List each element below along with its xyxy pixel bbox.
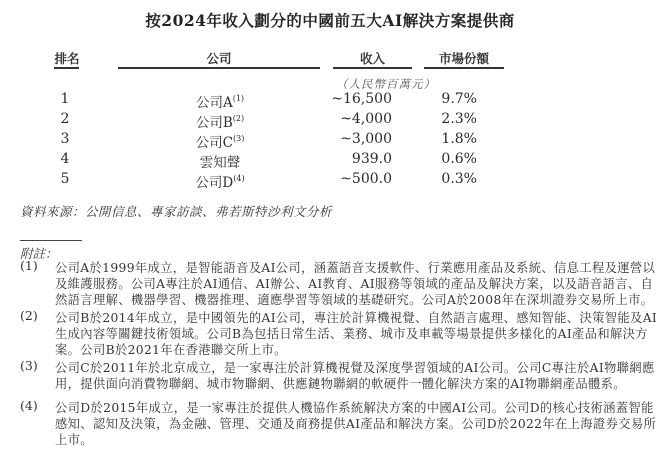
share-cell: 2.3% (441, 111, 477, 127)
header-rank: 排名 (54, 51, 80, 66)
note-text-line: 及維護服務。公司A專注於AI通信、AI辦公、AI教育、AI服務等領域的產品及解決方案，以及語音語言、自 (55, 277, 654, 291)
note-text-line: 公司C於2011年於北京成立，是一家專注於計算機視覺及深度學習領域的AI公司。公司C專注於AI物聯網應 (55, 361, 655, 375)
rank-cell: 2 (60, 111, 70, 127)
header-revenue: 收入 (359, 51, 385, 66)
header-market-share-underline (424, 67, 504, 69)
header-revenue-underline (333, 67, 412, 69)
note-text-line: 公司D於2015年成立，是一家專注於提供人機協作系統解決方案的中國AI公司。公司D的核心技術涵蓋智能 (55, 401, 654, 415)
footnote-ref: (2) (232, 114, 245, 123)
company-cell (150, 151, 290, 171)
revenue-cell: 939.0 (351, 151, 392, 167)
header-company: 公司 (206, 51, 232, 66)
note-number: (2) (20, 308, 38, 323)
note-text-line: 生成內容等關鍵技術領域。公司B為包括日常生活、業務、城市及車載等場景提供多樣化的AI產品和解決方 (55, 327, 648, 341)
revenue-unit: （人民幣百萬元） (336, 77, 436, 91)
note-text-line: 感知、認知及決策，為金融、管理、交通及商務提供AI產品和解決方案。公司D於2022年在上海證券交易所 (55, 417, 657, 431)
rank-cell: 4 (60, 151, 70, 167)
page-title: 按2024年收入劃分的中國前五大AI解決方案提供商 (145, 11, 515, 30)
note-text-line: 案。公司B於2021年在香港聯交所上市。 (55, 343, 287, 357)
revenue-cell: ~16,500 (331, 91, 392, 107)
note-text-line: 公司A於1999年成立，是智能語音及AI公司，涵蓋語音支援軟件、行業應用產品及系統、信息工程及運營以 (55, 261, 656, 275)
note-number: (4) (20, 398, 38, 413)
share-cell: 0.3% (441, 171, 477, 187)
header-company-underline (118, 67, 320, 69)
note-text-line: 公司B於2014年成立，是中國領先的AI公司，專注於計算機視覺、自然語言處理、感知智能、決策智能及AI (55, 311, 658, 325)
note-text-line: 用，提供面向消費物聯網、城市物聯網、供應鏈物聯網的軟硬件一體化解決方案的AI物聯網產品體系。 (55, 377, 626, 391)
company-cell (150, 131, 290, 151)
footnote-ref: (3) (233, 134, 245, 143)
company-name: 公司A (195, 95, 233, 111)
revenue-cell: ~500.0 (340, 171, 392, 187)
share-cell: 0.6% (441, 151, 477, 167)
revenue-cell: ~4,000 (340, 111, 392, 127)
note-number: (1) (20, 258, 38, 273)
company-cell (150, 111, 290, 131)
notes-title: 附註： (20, 246, 58, 261)
rank-cell: 1 (60, 91, 70, 107)
footnote-ref: (1) (232, 94, 245, 103)
notes-divider (20, 240, 82, 241)
note-number: (3) (20, 358, 38, 373)
source-note: 資料來源：公開信息、專家訪談、弗若斯特沙利文分析 (20, 204, 333, 219)
revenue-cell: ~3,000 (340, 131, 392, 147)
company-cell (150, 171, 290, 191)
company-name: 公司D (195, 175, 234, 191)
note-text-line: 然語言理解、機器學習、機器推理、適應學習等領域的基礎研究。公司A於2008年在深圳證券交易所上市。 (55, 293, 654, 307)
share-cell: 9.7% (441, 91, 477, 107)
header-rank-underline (54, 67, 79, 69)
rank-cell: 5 (60, 171, 70, 187)
note-text-line: 上市。 (55, 433, 93, 447)
company-name: 雲知聲 (199, 155, 241, 171)
company-cell (150, 91, 290, 111)
header-market-share: 市場份額 (438, 51, 489, 66)
company-name: 公司C (195, 135, 233, 151)
footnote-ref: (4) (233, 174, 245, 183)
share-cell: 1.8% (441, 131, 477, 147)
company-name: 公司B (195, 115, 233, 131)
rank-cell: 3 (60, 131, 70, 147)
